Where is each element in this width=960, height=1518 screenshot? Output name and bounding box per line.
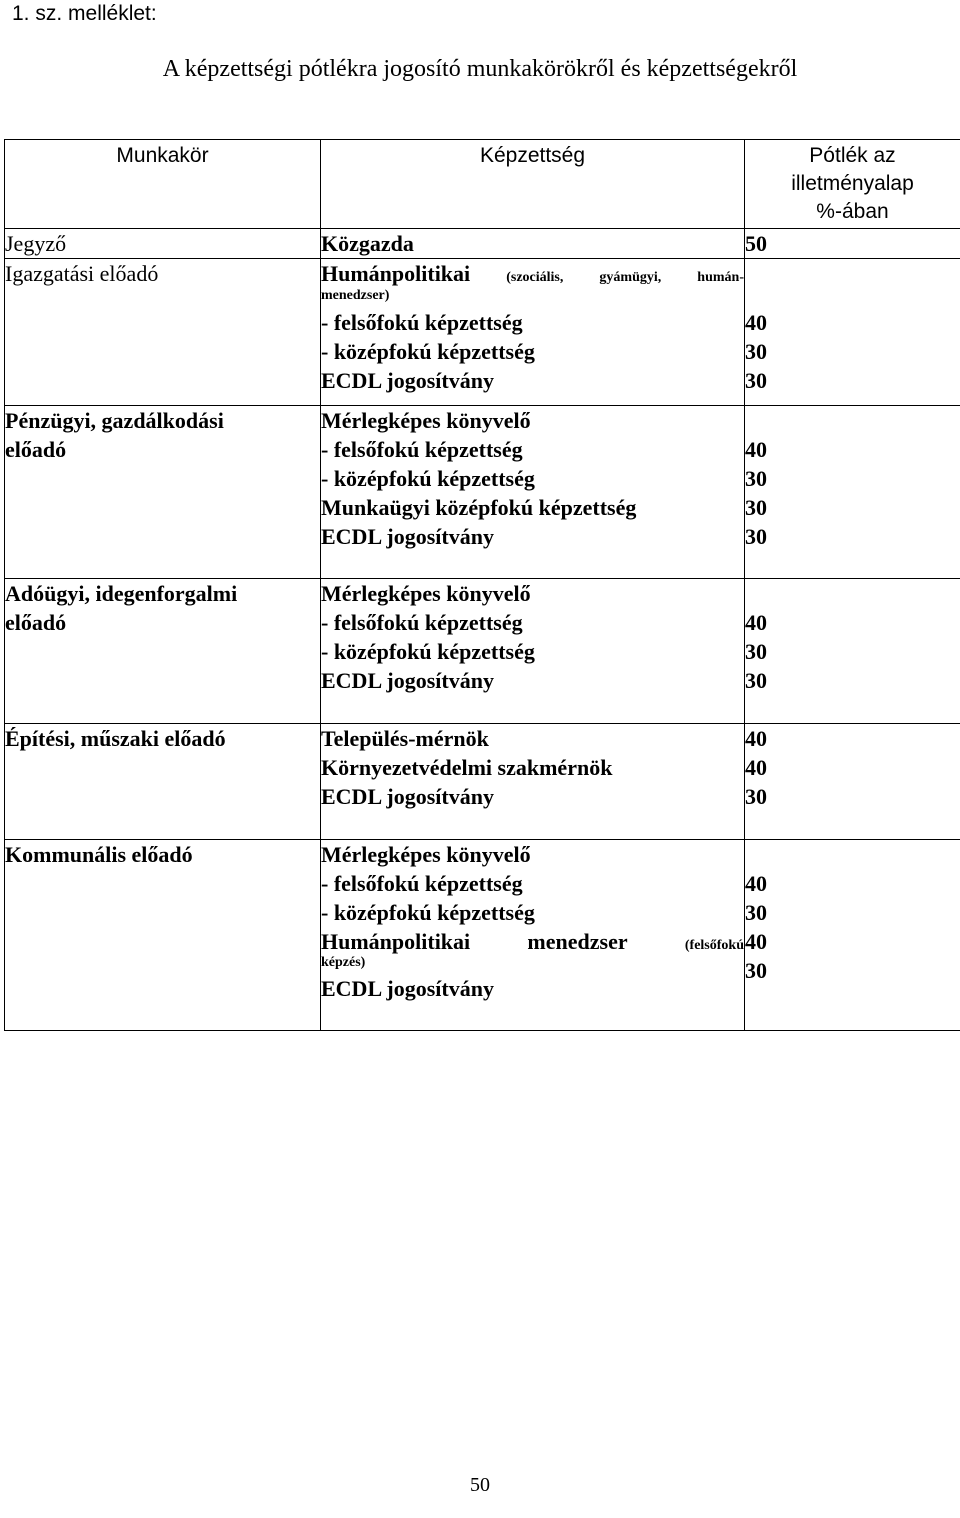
job-cell: Jegyző <box>5 229 321 259</box>
allowance-table <box>4 139 960 1031</box>
column-header-job: Munkakör <box>5 140 321 229</box>
qualification-cell: Mérlegképes könyvelő - felsőfokú képzettség - középfokú képzettség Humánpolitikai menedzser (felsőfokú képzés) ECDL jogosítvány <box>321 840 745 1031</box>
table-row <box>5 259 960 406</box>
column-header-allowance: Pótlék az illetményalap %-ában <box>745 140 960 229</box>
allowance-cell: 40 30 30 <box>745 579 960 724</box>
table-row <box>5 229 960 259</box>
qualification-cell: Mérlegképes könyvelő - felsőfokú képzettség - középfokú képzettség ECDL jogosítvány <box>321 579 745 724</box>
qualification-cell: Humánpolitikai (szociális, gyámügyi, humán- menedzser) - felsőfokú képzettség - középfokú képzettség ECDL jogosítvány <box>321 259 745 406</box>
job-cell: Adóügyi, idegenforgalmi előadó <box>5 579 321 724</box>
table-row <box>5 406 960 579</box>
job-cell: Építési, műszaki előadó <box>5 724 321 840</box>
page-title: A képzettségi pótlékra jogosító munkakörökről és képzettségekről <box>162 56 798 82</box>
allowance-cell: 40 30 30 30 <box>745 406 960 579</box>
annex-label: 1. sz. melléklet: <box>12 2 157 25</box>
table-row <box>5 724 960 840</box>
page-number: 50 <box>470 1474 490 1496</box>
allowance-cell: 50 <box>745 229 960 259</box>
table-row <box>5 579 960 724</box>
table-header-row <box>5 140 960 229</box>
qualification-cell: Település-mérnök Környezetvédelmi szakmérnök ECDL jogosítvány <box>321 724 745 840</box>
job-cell: Kommunális előadó <box>5 840 321 1031</box>
qualification-cell: Mérlegképes könyvelő - felsőfokú képzettség - középfokú képzettség Munkaügyi középfokú képzettség ECDL jogosítvány <box>321 406 745 579</box>
column-header-qualification: Képzettség <box>321 140 745 229</box>
allowance-cell: 40 40 30 <box>745 724 960 840</box>
table-row <box>5 840 960 1031</box>
qualification-cell: Közgazda <box>321 229 745 259</box>
job-cell: Igazgatási előadó <box>5 259 321 406</box>
job-cell: Pénzügyi, gazdálkodási előadó <box>5 406 321 579</box>
allowance-cell: 40 30 30 <box>745 259 960 406</box>
allowance-cell: 40 30 40 30 <box>745 840 960 1031</box>
